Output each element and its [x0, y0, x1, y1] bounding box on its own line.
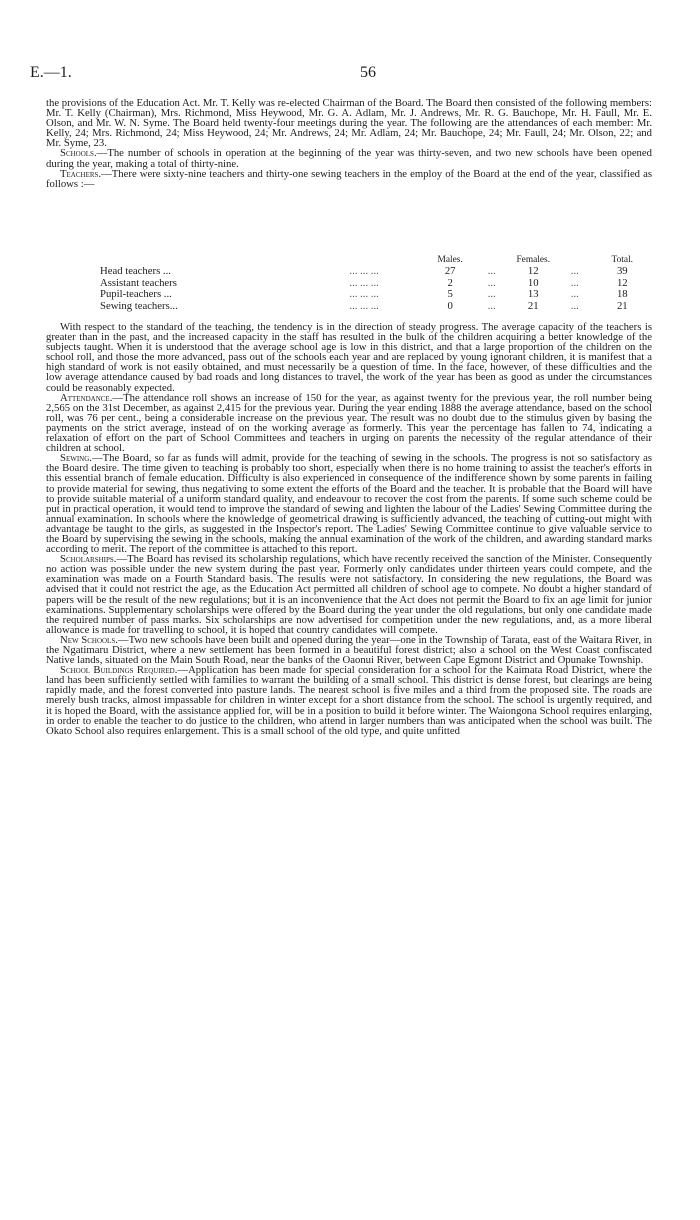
leader-dots: ...: [487, 265, 496, 278]
leader-dots: ...: [570, 265, 579, 278]
row-label: Sewing teachers...: [100, 299, 178, 312]
males-value: 2: [447, 276, 453, 289]
leader-dots: ... ... ...: [349, 288, 379, 301]
total-value: 39: [616, 265, 628, 278]
row-label: Pupil-teachers ...: [100, 288, 172, 301]
attendance-text: —The attendance roll shows an increase of 150 for the year, as against twenty for the previous year, the roll number being 2,565 on the 31st December, as against 2,415 for the previous year. During the year ending 1888 the average attendance, based on the school roll, was 76 per cent., being a considerable increase on the previous year. The result was no doubt due to the stimulus given by basing the payments on the strict average, instead of on the working average as formerly. This year the percentage has fallen to 74, indicating a relaxation of effort on the part of School Committees and teachers in urging on parents the necessity of the regular attendance of their children at school.: [46, 391, 652, 455]
leader-dots: ...: [570, 276, 579, 289]
males-value: 27: [444, 265, 456, 278]
new-schools-paragraph: [46, 635, 652, 665]
text-block-top: [46, 98, 652, 189]
row-label: Head teachers ...: [100, 265, 171, 278]
text-block-bottom: [46, 322, 652, 736]
leader-dots: ... ... ...: [349, 276, 379, 289]
column-header-total: Total.: [611, 255, 634, 265]
total-value: 21: [616, 299, 628, 312]
total-value: 18: [616, 288, 628, 301]
females-value: 13: [527, 288, 539, 301]
teachers-table: [100, 255, 652, 312]
teachers-paragraph: [46, 169, 652, 189]
column-header-females: Females.: [516, 255, 551, 265]
column-header-males: Males.: [437, 255, 463, 265]
sewing-heading: Sewing.: [60, 452, 92, 465]
teachers-text: —There were sixty-nine teachers and thirty-one sewing teachers in the employ of the Board at the end of the year, classified as follows :—: [46, 167, 652, 190]
schools-heading: Schools.: [60, 147, 97, 160]
page-number: 56: [360, 64, 376, 81]
schools-text: —The number of schools in operation at the beginning of the year was thirty-seven, and two new schools have been opened during the year, making a total of thirty-nine.: [46, 147, 652, 170]
leader-dots: ...: [487, 299, 496, 312]
leader-dots: ... ... ...: [349, 299, 379, 312]
buildings-text: —Application has been made for special consideration for a school for the Kaimata Road District, where the land has been sufficiently settled with families to warrant the building of a small school. This district is dense forest, but clearings are being rapidly made, and the forest converted into pasture lands. The nearest school is five miles and a third from the proposed site. The roads are merely bush tracks, almost impassable for children in winter except for a short distance from the school. The school is urgently required, and it is hoped the Board, with the assistance applied for, will be in a position to build it before winter. The Waiongona School requires enlarging, in order to enable the teacher to do justice to the children, who attend in larger numbers than was anticipated when the school was built. The Okato School also requires enlargement. This is a small school of the old type, and quite unfitted: [46, 664, 652, 737]
females-value: 21: [527, 299, 539, 312]
total-value: 12: [616, 276, 628, 289]
males-value: 5: [447, 288, 453, 301]
page-header: [30, 64, 675, 84]
leader-dots: ...: [487, 288, 496, 301]
sewing-text: —The Board, so far as funds will admit, provide for the teaching of sewing in the schools. The progress is not so satisfactory as the Board desire. The time given to teaching is probably too short, especially when there is no home training to assist the teacher's efforts in this essential branch of female education. Difficulty is also experienced in consequence of the indifference shown by some parents in failing to provide material for sewing, thus negativing to some extent the efforts of the Board and the teacher. It is probable that the Board will have to provide suitable material of a uniform standard quality, and endeavour to recover the cost from the parents. If some such scheme could be put in practical operation, it would tend to improve the standard of sewing and lighten the labour of the Ladies' Sewing Committee during the annual examination. In schools where the knowledge of geometrical drawing is sufficiently advanced, the teaching of cutting-out might with advantage be taught to the girls, as suggested in the Inspector's report. The Ladies' Sewing Committee continue to give valuable service to the Board by supervising the sewing in the schools, making the annual examination of the work of the children, and awarding standard marks according to merit. The report of the committee is attached to this report.: [46, 452, 652, 556]
new-schools-heading: New Schools.: [60, 633, 118, 646]
scholarships-paragraph: [46, 554, 652, 635]
attendance-paragraph: [46, 393, 652, 454]
males-value: 0: [447, 299, 453, 312]
table-row: [100, 301, 652, 312]
table-row: [100, 289, 652, 300]
buildings-heading: School Buildings Required.: [60, 664, 178, 677]
leader-dots: ...: [487, 276, 496, 289]
teachers-heading: Teachers.: [60, 167, 102, 180]
new-schools-text: —Two new schools have been built and opened during the year—one in the Township of Tarata, east of the Waitara River, in the Ngatimaru District, where a new settlement has been formed in a beautiful forest district; also a school on the West Coast confiscated Native lands, situated on the Main South Road, near the banks of the Oaonui River, between Cape Egmont District and Opunake Township.: [46, 633, 652, 667]
row-label: Assistant teachers: [100, 276, 177, 289]
buildings-paragraph: [46, 665, 652, 736]
teaching-paragraph: With respect to the standard of the teaching, the tendency is in the direction of steady progress. The average capacity of the teachers is greater than in the past, and the increased capacity in the staff has resulted in the bulk of the children acquiring a better knowledge of the subjects taught. When it is understood that the average school age is low in this district, and that a large proportion of the children on the school roll, and those the more advanced, pass out of the schools each year and are replaced by young ignorant children, it is manifest that a high standard of work is not easily obtained, and must necessarily be a question of time. In the face, however, of these difficulties and the low average attendance caused by bad roads and long distances to travel, the work of the year has been as good as under the circumstances could be reasonably expected.: [46, 321, 652, 394]
report-reference: E.—1.: [30, 64, 72, 81]
leader-dots: ... ... ...: [349, 265, 379, 278]
sewing-paragraph: [46, 453, 652, 554]
females-value: 12: [527, 265, 539, 278]
scholarships-heading: Scholarships.: [60, 553, 117, 566]
leader-dots: ...: [570, 288, 579, 301]
attendance-heading: Attendance.: [60, 391, 113, 404]
schools-paragraph: [46, 148, 652, 168]
leader-dots: ...: [570, 299, 579, 312]
scholarships-text: —The Board has revised its scholarship regulations, which have recently received the sanction of the Minister. Consequently no action was possible under the new system during the past year. Formerly only candidates under thirteen years could compete, and the examination was made on a Fourth Standard basis. The results were not satisfactory. In considering the new regulations, the Board was advised that it could not restrict the age, as the Education Act permitted all children of school age to compete. No doubt a higher standard of papers will be the result of the new regulations; but it is an inconvenience that the Act does not permit the Board to fix an age limit for junior examinations. Supplementary scholarships were offered by the Board during the year under the old regulations, but only one candidate made the required number of pass marks. Six scholarships are now advertised for competition under the new regulations, and, as a more liberal allowance is made for travelling to school, it is hoped that country candidates will compete.: [46, 553, 652, 636]
females-value: 10: [527, 276, 539, 289]
intro-paragraph: the provisions of the Education Act. Mr. T. Kelly was re-elected Chairman of the Board. The Board then consisted of the following members: Mr. T. Kelly (Chairman), Mrs. Richmond, Miss Heywood, Mr. G. A. Adlam, Mr. J. Andrews, Mr. R. G. Bauchope, Mr. H. Faull, Mr. E. Olson, and Mr. W. N. Syme. The Board held twenty-four meetings during the year. The following are the attendances of each member: Mr. Kelly, 24; Mrs. Richmond, 24; Miss Heywood, 24; Mr. Andrews, 24; Mr. Adlam, 24; Mr. Bauchope, 24; Mr. Faull, 24; Mr. Olson, 22; and Mr. Syme, 23.: [46, 97, 652, 150]
